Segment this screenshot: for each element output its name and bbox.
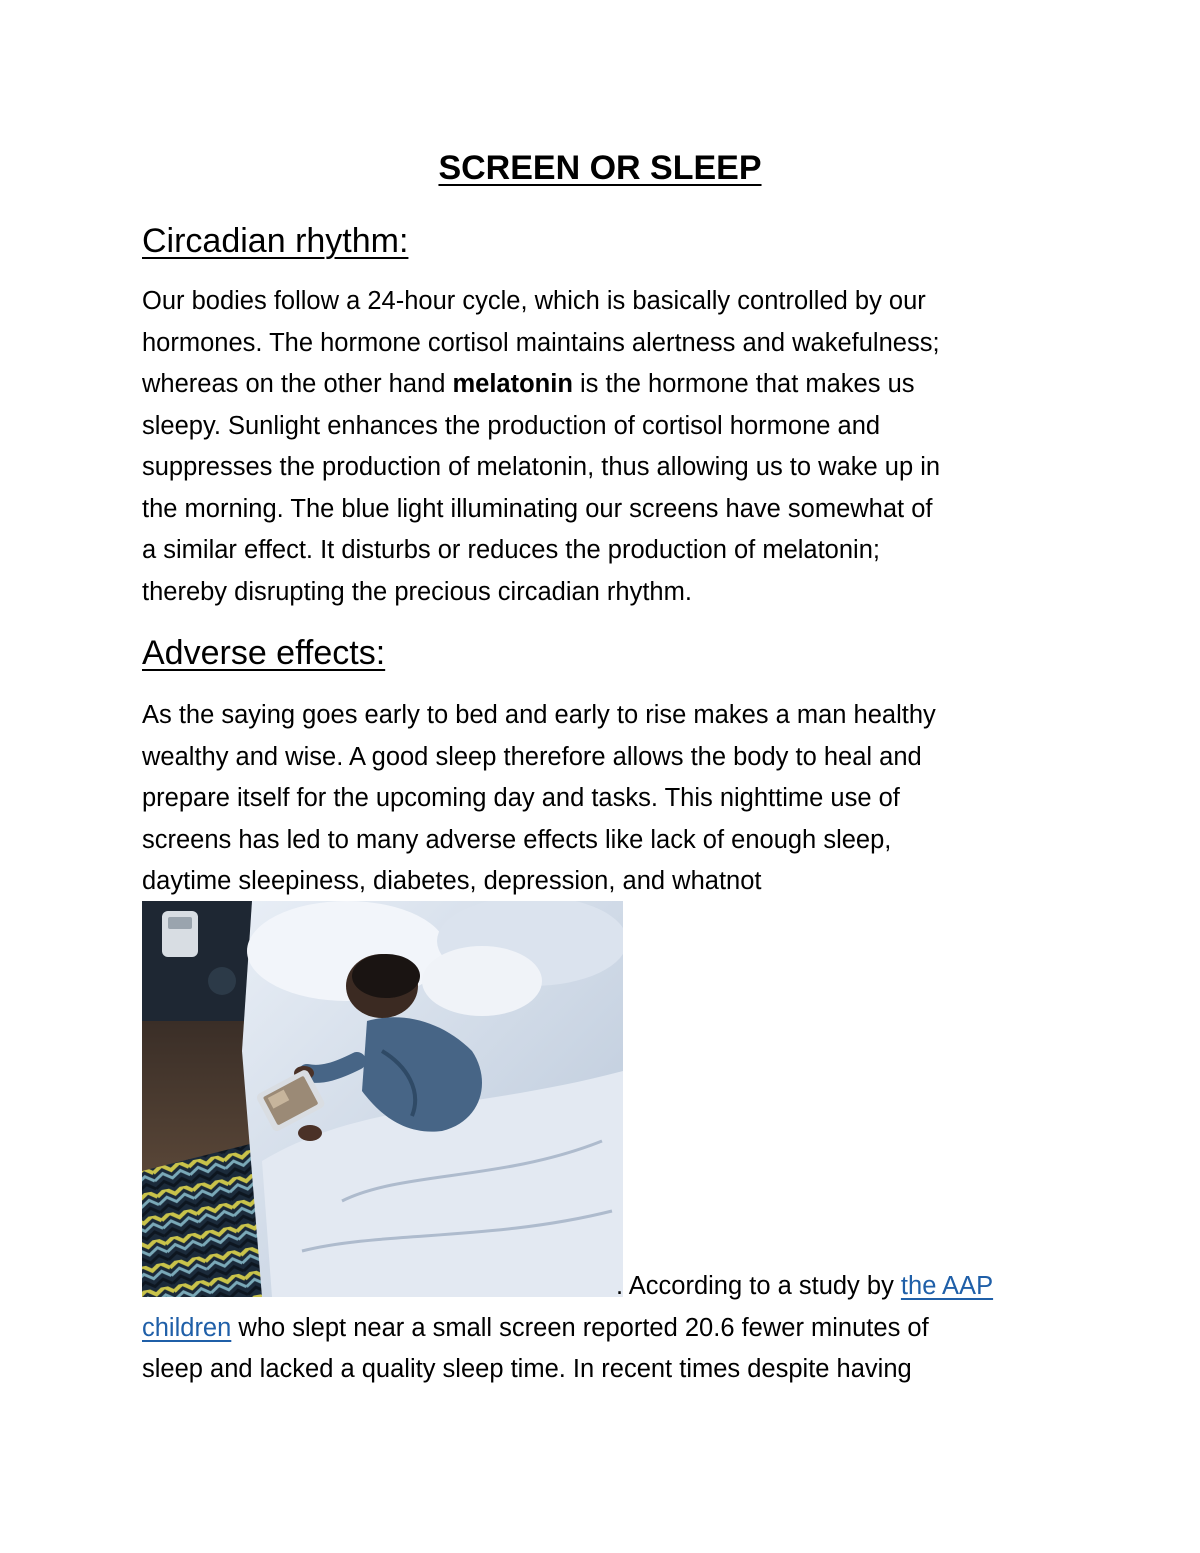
melatonin-bold-term: melatonin [452,370,573,398]
section-heading-adverse-effects [142,631,385,675]
paragraph-line: screens has led to many adverse effects like lack of enough sleep, [142,825,892,854]
paragraph-line-part: whereas on the other hand [142,370,453,398]
paragraph-line-part: is the hormone that makes us [572,370,915,398]
paragraph-adverse-effects [142,695,1062,903]
aap-study-link[interactable]: the AAP [900,1272,994,1300]
photo-man-in-bed-using-tablet [142,901,623,1297]
section-heading-text: Adverse effects: [142,634,386,672]
paragraph-line: Our bodies follow a 24-hour cycle, which is basically controlled by our [142,287,926,315]
section-heading-text: Circadian rhythm: [142,222,409,260]
paragraph-line: daytime sleepiness, diabetes, depression, and whatnot [142,867,762,895]
paragraph-line: sleepy. Sunlight enhances the production of cortisol hormone and [142,411,881,440]
paragraph-line [142,364,1062,406]
paragraph-line: a similar effect. It disturbs or reduces the production of melatonin; [142,536,880,564]
aap-study-link-continued[interactable]: children [142,1313,232,1342]
paragraph-line-part: . According to a study by [616,1272,901,1300]
paragraph-line: thereby disrupting the precious circadian rhythm. [142,577,692,606]
page-title-text: SCREEN OR SLEEP [438,149,762,187]
paragraph-line [142,1266,1062,1308]
page-title [0,146,1200,190]
paragraph-line: As the saying goes early to bed and early to rise makes a man healthy [142,701,936,729]
paragraph-line: sleep and lacked a quality sleep time. In recent times despite having [142,1355,912,1383]
paragraph-continuation [142,1266,1062,1391]
paragraph-line: hormones. The hormone cortisol maintains alertness and wakefulness; [142,328,940,357]
section-heading-circadian-rhythm [142,219,408,263]
paragraph-line: prepare itself for the upcoming day and tasks. This nighttime use of [142,784,900,812]
paragraph-line [142,1308,1062,1350]
paragraph-line: wealthy and wise. A good sleep therefore allows the body to heal and [142,742,922,771]
paragraph-circadian-rhythm [142,281,1062,613]
paragraph-line: suppresses the production of melatonin, thus allowing us to wake up in [142,453,941,481]
photo-illustration [142,901,623,1297]
paragraph-line: the morning. The blue light illuminating our screens have somewhat of [142,494,933,523]
paragraph-line-part: who slept near a small screen reported 20.6 fewer minutes of [231,1313,929,1342]
